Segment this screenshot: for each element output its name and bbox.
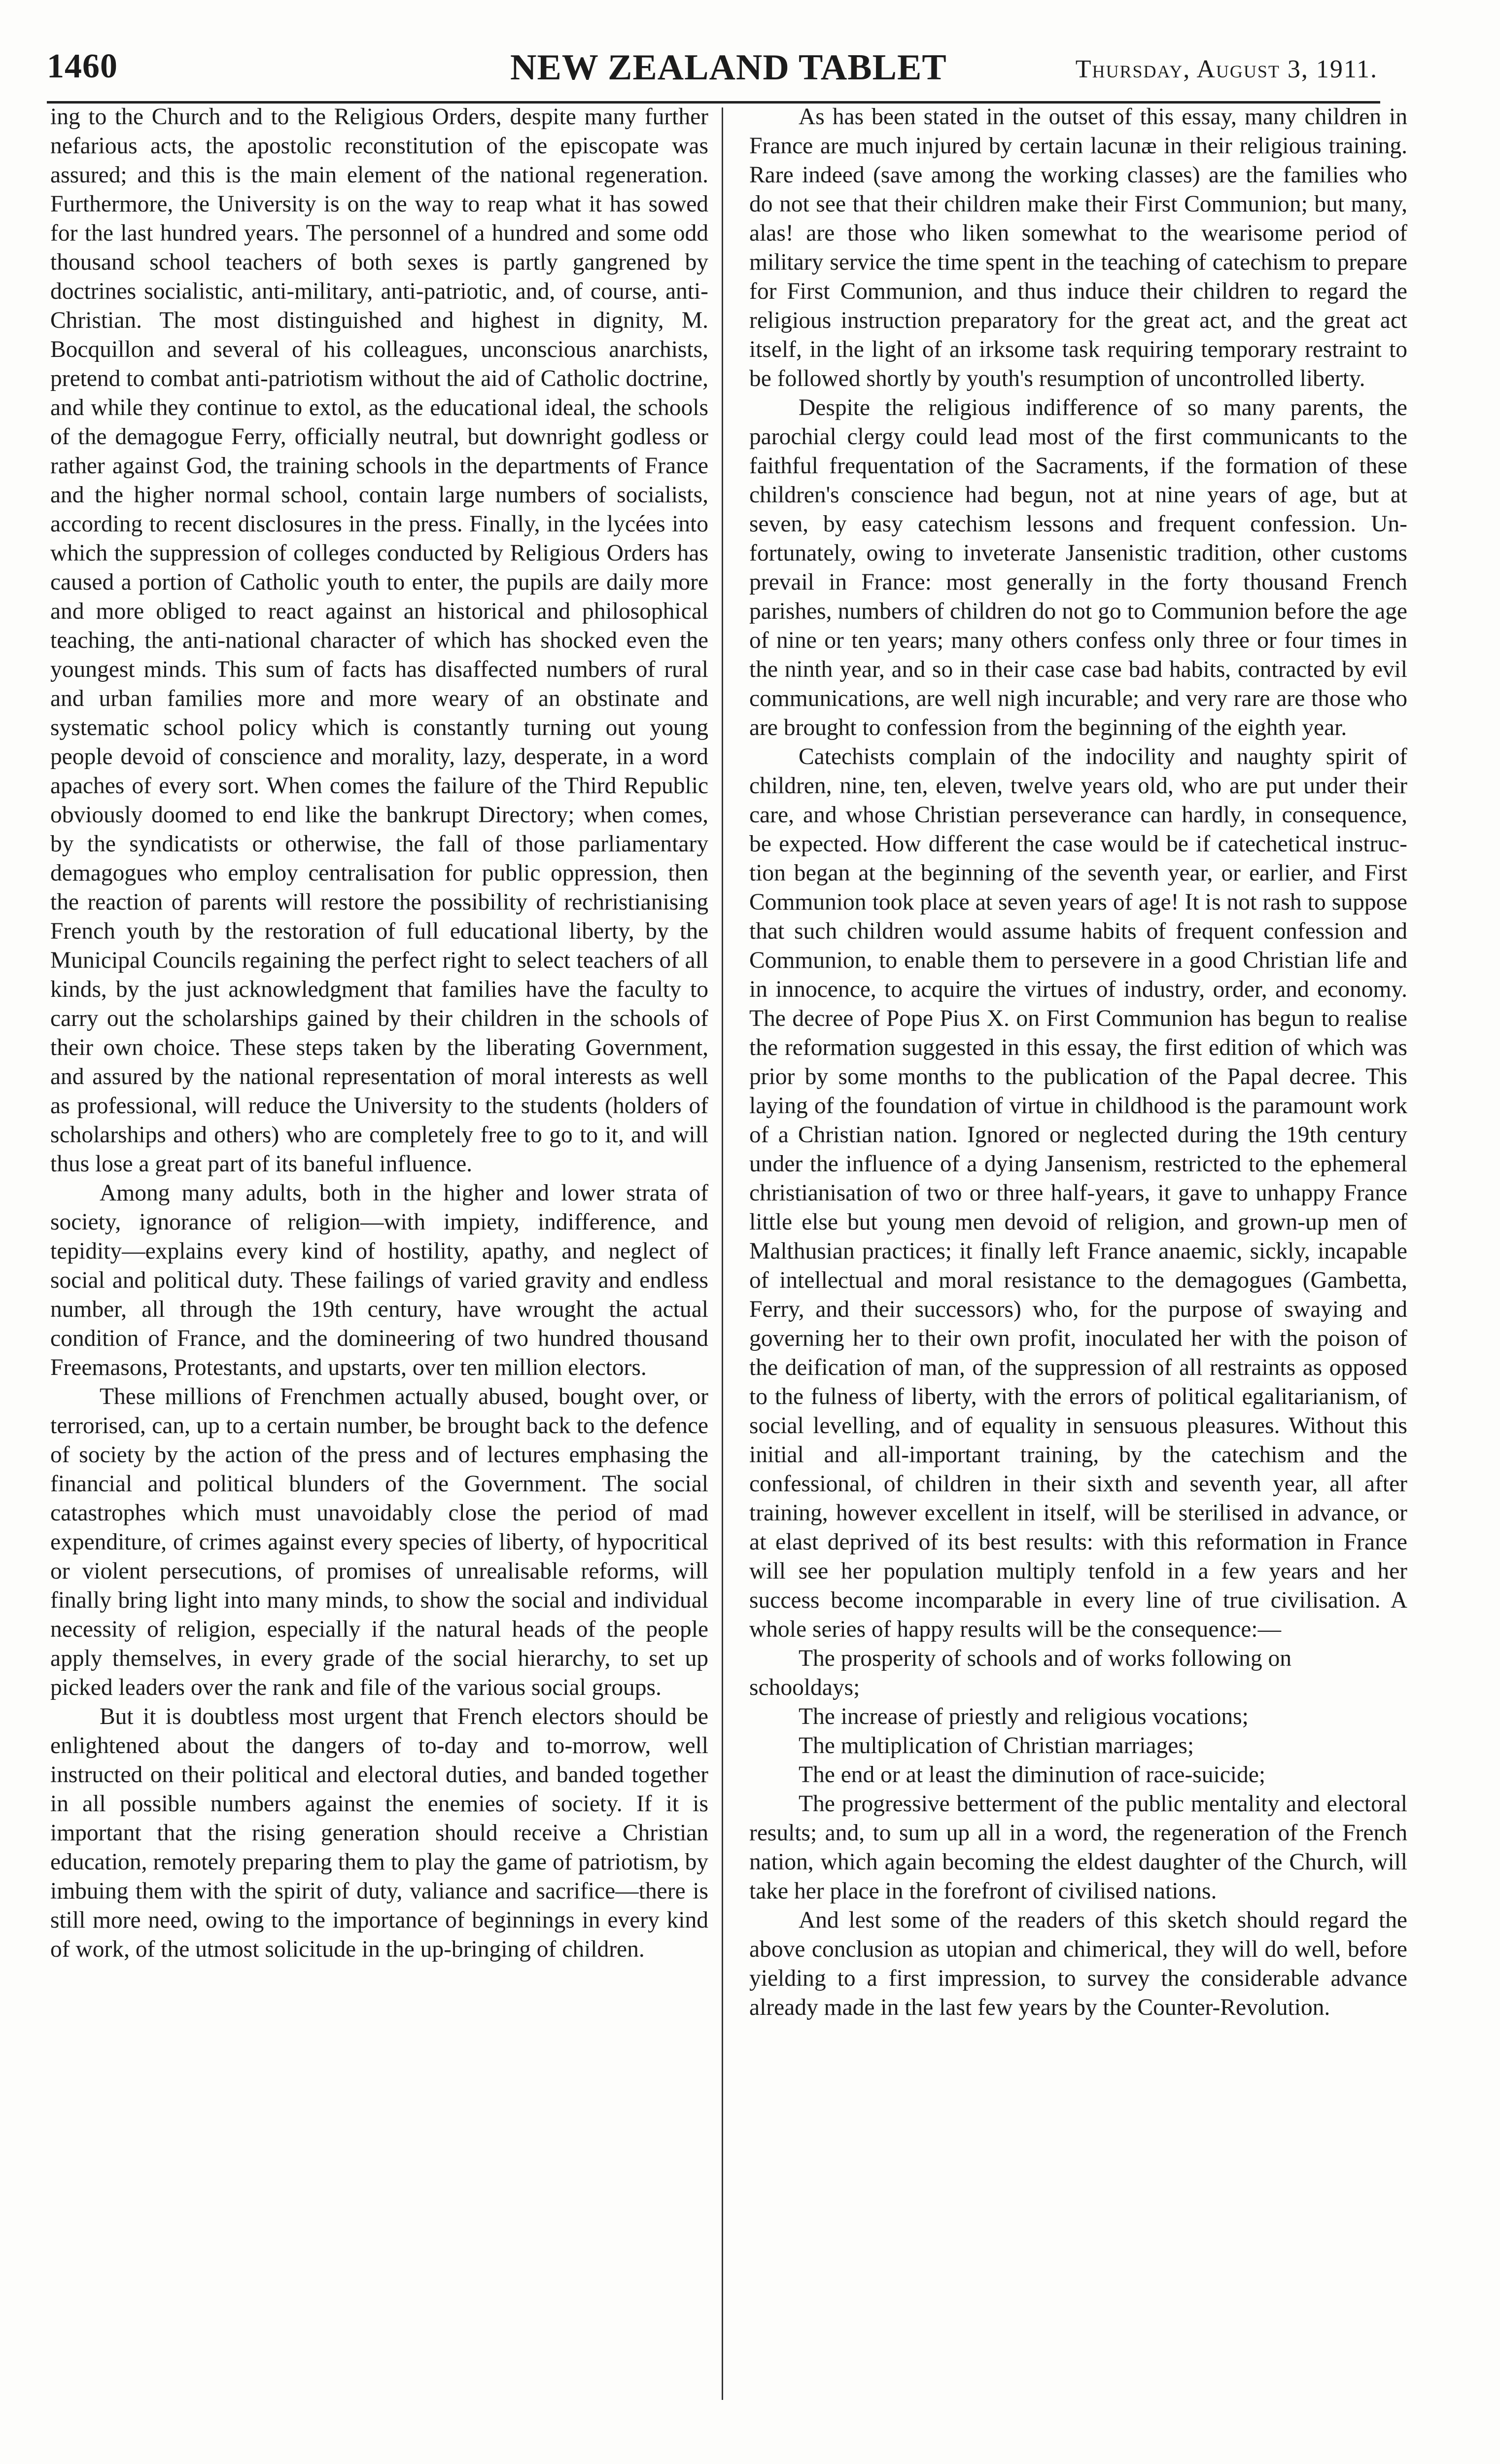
newspaper-title: NEW ZEALAND TABLET: [510, 47, 947, 88]
article-paragraph: ing to the Church and to the Religious Orders, despite many further nefarious acts, the apostolic reconstitution of the episcopate was assured; and this is the main element of the national regeneration. Furthermore, the University is on the way to reap what it has sowed for the last hundred years. The personnel of a hundred and some odd thousand school teachers of both sexes is partly gangrened by doctrines socialistic, anti-military, anti-patriotic, and, of course, anti-Christian. The most distinguished and highest in dignity, M. Bocquillon and several of his colleagues, unconscious anarchists, pretend to combat anti-patriotism without the aid of Catholic doctrine, and while they continue to extol, as the educational ideal, the schools of the demagogue Ferry, officially neutral, but downright godless or rather against God, the training schools in the departments of France and the higher normal school, contain large numbers of socialists, according to recent disclosures in the press. Finally, in the lycées into which the suppression of colleges conducted by Religious Orders has caused a portion of Catholic youth to enter, the pupils are daily more and more obliged to react against an historical and philosophical teaching, the anti-national character of which has shocked even the youngest minds. This sum of facts has disaffected numbers of rural and urban families more and more weary of an obstinate and systematic school policy which is constantly turning out young people devoid of conscience and morality, lazy, desperate, in a word apaches of every sort. When comes the failure of the Third Republic obviously doomed to end like the bankrupt Directory; when comes, by the syndicatists or otherwise, the fall of those parliamentary demagogues who employ centralisation for public oppression, then the reaction of parents will restore the possibility of rechristianising French youth by the restoration of full educational liberty, by the Municipal Councils regaining the perfect right to select teachers of all kinds, by the just acknowledgment that families have the faculty to carry out the scholarships gained by their children in the schools of their own choice. These steps taken by the liberating Government, and assured by the national representation of moral interests as well as professional, will reduce the University to the students (holders of scholarships and others) who are completely free to go to it, and will thus lose a great part of its baneful influence.: [50, 104, 708, 1177]
article-paragraph: Catechists complain of the indocility and naughty spirit of children, nine, ten, eleven, twelve years old, who are put under their care, and whose Christian perseverance can hardly, in consequence, be expected. How different the case would be if catechetical instruction began at the beginning of the seventh year, or earlier, and First Communion took place at seven years of age! It is not rash to suppose that such children would assume habits of frequent confession and Communion, to enable them to persevere in a good Christian life and in innocence, to acquire the virtues of industry, order, and economy. The decree of Pope Pius X. on First Communion has begun to realise the reformation suggested in this essay, the first edition of which was prior by some months to the publication of the Papal decree. This laying of the foundation of virtue in childhood is the paramount work of a Christian nation. Ignored or neglected during the 19th century under the influence of a dying Jansenism, restricted to the ephemeral christianisation of two or three half-years, it gave to unhappy France little else but young men devoid of religion, and grown-up men of Malthusian practices; it finally left France anaemic, sickly, incapable of intellectual and moral resistance to the demagogues (Gambetta, Ferry, and their successors) who, for the purpose of swaying and governing her to their own profit, inoculated her with the poison of the deification of man, of the suppression of all restraints as opposed to the fulness of liberty, with the errors of political egalitarianism, of social levelling, and of equality in sensuous pleasures. Without this initial and all-important training, by the catechism and the confessional, of children in their sixth and seventh year, all after training, however excellent in itself, will be sterilised in advance, or at elast deprived of its best results: with this reformation in France will see her population multiply tenfold in a few years and her success become incomparable in every line of true civilisation. A whole series of happy results will be the consequence:—: [749, 744, 1407, 1642]
article-paragraph: As has been stated in the outset of this essay, many children in France are much injured by certain lacunæ in their religious training. Rare indeed (save among the working classes) are the families who do not see that their children make their First Communion; but many, alas! are those who liken somewhat to the wearisome period of military service the time spent in the teaching of catechism to prepare for First Communion, and thus induce their children to regard the religious instruction preparatory for the great act, and the great act itself, in the light of an irksome task requiring temporary restraint to be followed shortly by youth's resumption of uncontrolled liberty.: [749, 104, 1407, 391]
result-list-item: The prosperity of schools and of works following on schooldays;: [749, 1646, 1291, 1700]
page-number: 1460: [47, 47, 118, 85]
article-paragraph: These millions of Frenchmen actually abused, bought over, or terrorised, can, up to a certain number, be brought back to the defence of society by the action of the press and of lectures emphasing the financial and political blunders of the Government. The social catastrophes which must unavoidably close the period of mad expenditure, of crimes against every species of liberty, of hypocritical or violent persecutions, of promises of unrealisable reforms, will finally bring light into many minds, to show the social and individual necessity of religion, especially if the natural heads of the people apply themselves, in every grade of the social hierarchy, to set up picked leaders over the rank and file of the various social groups.: [50, 1384, 708, 1700]
article-paragraph: But it is doubtless most urgent that French electors should be enlightened about the dangers of to-day and to-morrow, well instructed on their political and electoral duties, and banded together in all possible numbers against the enemies of society. If it is important that the rising generation should receive a Christian education, remotely preparing them to play the game of patriotism, by imbuing them with the spirit of duty, valiance and sacrifice—there is still more need, owing to the importance of beginnings in every kind of work, of the utmost solicitude in the up-bringing of children.: [50, 1704, 708, 1962]
right-column: [749, 103, 1407, 2022]
result-list-item: The end or at least the diminution of race-suicide;: [799, 1762, 1266, 1788]
column-divider: [722, 107, 723, 2400]
article-paragraph: And lest some of the readers of this sketch should regard the above conclusion as utopian and chimerical, they will do well, before yielding to a first impression, to survey the considerable advance already made in the last few years by the Counter-Revolution.: [749, 1907, 1407, 2020]
article-paragraph: Among many adults, both in the higher and lower strata of society, ignorance of religion—with impiety, indifference, and tepidity—explains every kind of hostility, apathy, and neglect of social and political duty. These failings of varied gravity and endless number, all through the 19th century, have wrought the actual condition of France, and the domineering of two hundred thousand Freemasons, Protestants, and upstarts, over ten million electors.: [50, 1180, 708, 1380]
article-paragraph: Despite the religious indifference of so many parents, the parochial clergy could lead most of the first communicants to the faithful frequentation of the Sacraments, if the formation of these children's conscience had begun, not at nine years of age, but at seven, by easy catechism lessons and frequent confession. Unfortunately, owing to inveterate Jansenistic tradition, other customs prevail in France: most generally in the forty thousand French parishes, numbers of children do not go to Communion before the age of nine or ten years; many others confess only three or four times in the ninth year, and so in their case case bad habits, contracted by evil communications, are well nigh incurable; and very rare are those who are brought to confession from the beginning of the eighth year.: [749, 395, 1407, 740]
result-list-item: The increase of priestly and religious vocations;: [799, 1704, 1249, 1729]
left-column: [50, 103, 708, 1964]
article-paragraph: The progressive betterment of the public mentality and electoral results; and, to sum up all in a word, the regeneration of the French nation, which again becoming the eldest daughter of the Church, will take her place in the forefront of civilised nations.: [749, 1791, 1407, 1904]
issue-date: Thursday, August 3, 1911.: [1075, 55, 1378, 83]
masthead: [47, 47, 1378, 101]
result-list-item: The multiplication of Christian marriages;: [799, 1733, 1194, 1759]
